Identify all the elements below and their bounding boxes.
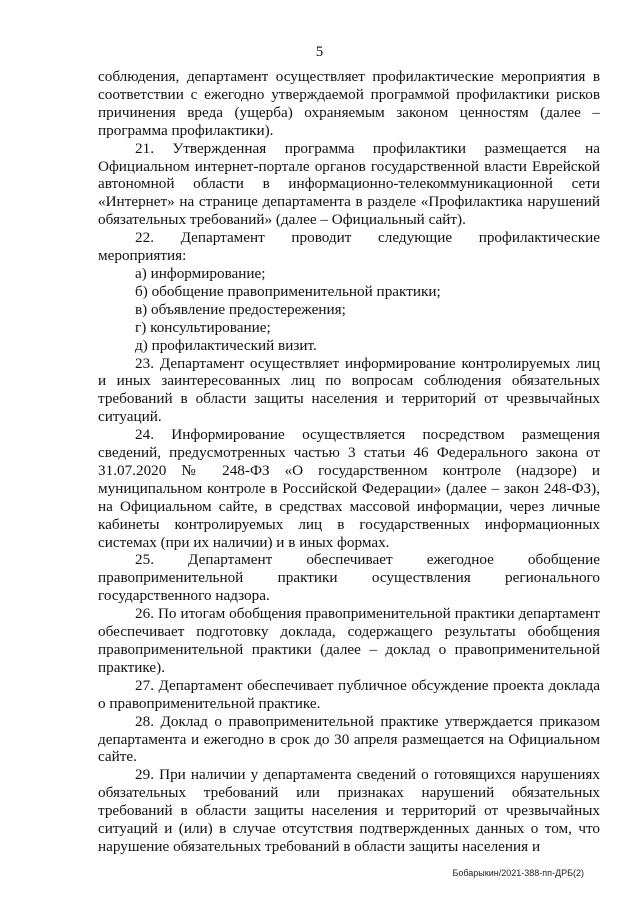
paragraph-25: 25. Департамент обеспечивает ежегодное обобщение правоприменительной практики осуществления регионального государственного надзора. [98, 551, 600, 605]
list-item-d: д) профилактический визит. [135, 336, 317, 354]
paragraph-22: 22. Департамент проводит следующие профилактические мероприятия: [98, 229, 600, 265]
list-item-g: г) консультирование; [135, 318, 271, 336]
paragraph-26: 26. По итогам обобщения правоприменительной практики департамент обеспечивает подготовку доклада, содержащего результаты обобщения правоприменительной практики (далее – доклад о правоприменительной практике). [98, 605, 600, 676]
page-number: 5 [315, 44, 324, 60]
paragraph-24: 24. Информирование осуществляется посредством размещения сведений, предусмотренных частью 3 статьи 46 Федерального закона от 31.07.2020 № 248-ФЗ «О государственном контроле (надзоре) и муниципальном контроле в Российской Федерации» (далее – закон 248-ФЗ), на Официальном сайте, в средствах массовой информации, через личные кабинеты контролируемых лиц в государственных информационных системах (при их наличии) и в иных формах. [98, 426, 600, 551]
list-item-a: а) информирование; [135, 264, 266, 282]
document-body [98, 68, 600, 856]
paragraph-28: 28. Доклад о правоприменительной практике утверждается приказом департамента и ежегодно в срок до 30 апреля размещается на Официальном сайте. [98, 712, 600, 766]
list-item-v: в) объявление предостережения; [135, 300, 346, 318]
paragraph-continuation: соблюдения, департамент осуществляет профилактические мероприятия в соответствии с ежегодно утверждаемой программой профилактики рисков причинения вреда (ущерба) охраняемым законом ценностям (далее – программа профилактики). [98, 68, 600, 139]
list-item-b: б) обобщение правоприменительной практики; [135, 282, 441, 300]
footer-document-code: Бобарыкин/2021-388-пп-ДРБ(2) [452, 868, 584, 878]
paragraph-29: 29. При наличии у департамента сведений о готовящихся нарушениях обязательных требований или признаках нарушений обязательных требований в области защиты населения и территорий от чрезвычайных ситуаций и (или) в случае отсутствия подтвержденных данных о том, что нарушение обязательных требований в области защиты населения и [98, 766, 600, 855]
paragraph-27: 27. Департамент обеспечивает публичное обсуждение проекта доклада о правоприменительной практике. [98, 676, 600, 712]
paragraph-23: 23. Департамент осуществляет информирование контролируемых лиц и иных заинтересованных лиц по вопросам соблюдения обязательных требований в области защиты населения и территорий от чрезвычайных ситуаций. [98, 354, 600, 426]
paragraph-21: 21. Утвержденная программа профилактики размещается на Официальном интернет-портале органов государственной власти Еврейской автономной области в информационно-телекоммуникационной сети «Интернет» на странице департамента в разделе «Профилактика нарушений обязательных требований» (далее – Официальный сайт). [98, 139, 600, 229]
